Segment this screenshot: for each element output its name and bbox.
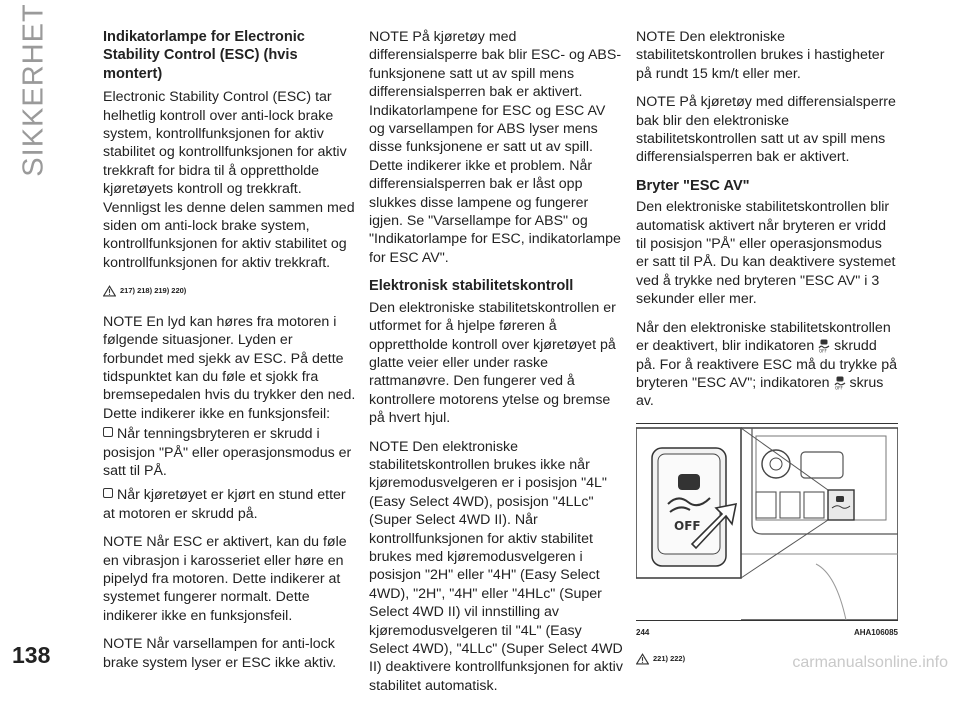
paragraph: NOTE På kjøretøy med differensialsperre bak blir den elektroniske stabilitetskontrollen satt ut av spill mens differensialsperren bak er aktivert. bbox=[636, 94, 896, 166]
warning-refs-text: 217) 218) 219) 220) bbox=[120, 286, 187, 296]
section-side-title bbox=[14, 3, 54, 177]
paragraph: Den elektroniske stabilitetskontrollen blir automatisk aktivert når bryteren er vridd til posisjon "PÅ" eller operasjonsmodus er satt til PÅ. Du kan deaktivere systemet ved å trykke ned bryteren "ESC AV" i 3 sekunder eller mer. bbox=[636, 199, 896, 308]
paragraph: NOTE En lyd kan høres fra motoren i følgende situasjoner. Lyden er forbundet med sjekk av ESC. På dette tidspunktet kan du føle et sjokk fra bremsepedalen hvis du trykker den ned. Dette indikerer ikke en funksjonsfeil: bbox=[103, 313, 356, 422]
esc-off-switch-figure bbox=[636, 423, 898, 621]
paragraph: Den elektroniske stabilitetskontrollen er utformet for å hjelpe føreren å opprettholde kontroll over kjøretøyet på glatte veier eller under raske rattmanøvre. Den fungerer ved å kontrollere motorens ytelse og bremse på hvert hjul. bbox=[369, 299, 616, 427]
paragraph: NOTE Når ESC er aktivert, kan du føle en vibrasjon i karosseriet eller høre en pipelyd fra motoren. Dette indikerer at systemet fungerer normalt. Dette indikerer ikke en funksjonsfeil. bbox=[103, 534, 347, 624]
figure-caption bbox=[636, 624, 898, 642]
column-2 bbox=[369, 28, 623, 705]
list-item: Når tenningsbryteren er skrudd i posisjon "PÅ" eller operasjonsmodus er satt til PÅ. bbox=[103, 426, 352, 479]
page-number: 138 bbox=[12, 642, 51, 668]
svg-text:OFF: OFF bbox=[834, 385, 843, 390]
list-item: Når kjøretøyet er kjørt en stund etter at motoren er skrudd på. bbox=[103, 487, 346, 522]
checkbox-bullet-icon bbox=[103, 427, 113, 437]
paragraph: NOTE Når varsellampen for anti-lock brake system lyser er ESC ikke aktiv. bbox=[103, 636, 337, 671]
paragraph: Når den elektroniske stabilitetskontrollen er deaktivert, blir indikatoren OFF skrudd på. For å reaktivere ESC må du trykke på bryteren "ESC AV"; indikatoren OFF skrus av. bbox=[636, 319, 898, 410]
dashboard-switch-illustration bbox=[636, 424, 898, 620]
warning-reference bbox=[103, 282, 356, 300]
warning-triangle-icon bbox=[103, 285, 116, 297]
column-3 bbox=[636, 28, 898, 681]
footer-watermark[interactable]: carmanualsonline.info bbox=[792, 654, 948, 671]
figure-code: AHA106085 bbox=[853, 627, 898, 637]
paragraph: NOTE Den elektroniske stabilitetskontrollen brukes ikke når kjøremodusvelgeren er i posisjon "4L" (Easy Select 4WD), posisjon "4LLc" (Super Select 4WD II). Når kontrollfunksjonen for aktiv stabilitet brukes med kjøremodusvelgeren i posisjon "2H" eller "4H" (Easy Select 4WD), "2H", "4H" eller "4HLc" (Super Select 4WD II) vil innstilling av kjøremodusvelgeren til "4L" (Easy Select 4WD), "4LLc" (Super Select 4WD II) deaktivere kontrollfunksjonen for aktiv stabilitet automatisk. bbox=[369, 438, 623, 694]
warning-refs-text: 221) 222) bbox=[653, 654, 686, 664]
section-side-title-text: SIKKERHET bbox=[17, 3, 50, 177]
esc-off-indicator-icon bbox=[834, 376, 846, 390]
esc-off-indicator-icon bbox=[818, 339, 830, 353]
svg-text:OFF: OFF bbox=[674, 518, 701, 533]
esc-section-heading: Elektronisk stabilitetskontroll bbox=[369, 278, 574, 295]
paragraph: Electronic Stability Control (ESC) tar helhetlig kontroll over anti-lock brake system, kontrollfunksjonen for aktiv stabilitet og kontrollfunksjonen for aktiv trekkraft for bidra til å opprettholde kjøretøyets kontroll og trekkraft. Vennligst les denne delen sammen med siden om anti-lock brake system, kontrollfunksjonen for aktiv stabilitet og kontrollfunksjonen for aktiv trekkraft. bbox=[103, 89, 355, 271]
checkbox-bullet-icon bbox=[103, 488, 113, 498]
esc-off-switch-heading: Bryter "ESC AV" bbox=[636, 177, 750, 194]
paragraph: NOTE Den elektroniske stabilitetskontrollen brukes i hastigheter på rundt 15 km/t eller mer. bbox=[636, 29, 885, 82]
figure-number: 244 bbox=[636, 627, 650, 637]
column-1 bbox=[103, 28, 356, 682]
warning-triangle-icon bbox=[636, 653, 649, 665]
paragraph: NOTE På kjøretøy med differensialsperre bak blir ESC- og ABS-funksjonene satt ut av spill mens differensialsperren bak er aktivert. Indikatorlampene for ESC og ESC AV og varsellampen for ABS lyser mens disse funksjonene er satt ut av spill. Dette indikerer ikke et problem. Når differensialsperren bak er låst opp slukkes disse lampene og fungerer igjen. Se "Varsellampe for ABS" og "Indikatorlampe for ESC, indikatorlampe for ESC AV". bbox=[369, 29, 622, 266]
svg-text:OFF: OFF bbox=[819, 348, 827, 354]
esc-indicator-heading: Indikatorlampe for Electronic Stability Control (ESC) (hvis montert) bbox=[103, 29, 305, 82]
